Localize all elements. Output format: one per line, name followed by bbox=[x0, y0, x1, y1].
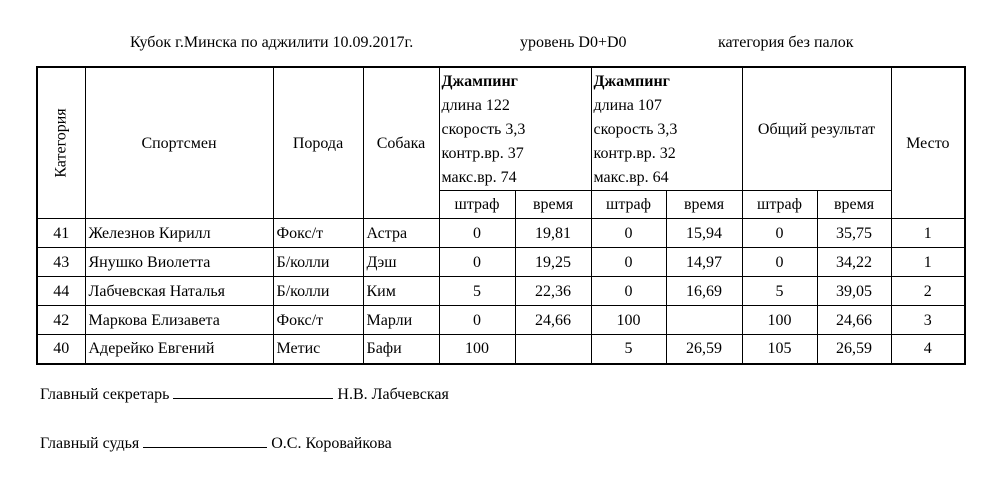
judge-signature-line bbox=[143, 447, 267, 448]
cat-cell: 43 bbox=[37, 248, 85, 277]
col-athlete-header: Спортсмен bbox=[85, 67, 273, 219]
place-cell: 2 bbox=[891, 277, 965, 306]
category-label: категория без палок bbox=[718, 34, 854, 51]
j1-time-cell: 22,36 bbox=[515, 277, 591, 306]
place-cell: 1 bbox=[891, 219, 965, 248]
competition-title: Кубок г.Минска по аджилити 10.09.2017г. bbox=[130, 34, 414, 51]
j2-penalty-cell: 0 bbox=[591, 248, 666, 277]
table-row bbox=[37, 219, 965, 248]
secretary-signature-line bbox=[173, 398, 333, 399]
dog-cell: Бафи bbox=[363, 335, 439, 364]
total-time-cell: 39,05 bbox=[817, 277, 891, 306]
j2-time-cell: 26,59 bbox=[666, 335, 742, 364]
place-cell: 4 bbox=[891, 335, 965, 364]
athlete-cell: Маркова Елизавета bbox=[85, 306, 273, 335]
jumping2-speed: скорость 3,3 bbox=[593, 121, 678, 138]
athlete-cell: Янушко Виолетта bbox=[85, 248, 273, 277]
secretary-name: Н.В. Лабчевская bbox=[337, 386, 449, 403]
total-penalty-cell: 100 bbox=[742, 306, 817, 335]
results-table bbox=[36, 66, 966, 365]
j1-penalty-cell: 5 bbox=[439, 277, 515, 306]
j1-time-cell: 19,25 bbox=[515, 248, 591, 277]
j2-penalty-cell: 0 bbox=[591, 277, 666, 306]
breed-cell: Метис bbox=[273, 335, 363, 364]
jumping2-max-time: макс.вр. 64 bbox=[593, 169, 669, 186]
total-time-cell: 34,22 bbox=[817, 248, 891, 277]
total-penalty-cell: 105 bbox=[742, 335, 817, 364]
place-cell: 1 bbox=[891, 248, 965, 277]
cat-cell: 40 bbox=[37, 335, 85, 364]
jumping1-control-time: контр.вр. 37 bbox=[441, 145, 524, 162]
j1-time-cell bbox=[515, 335, 591, 364]
col-category-header bbox=[37, 67, 85, 219]
jumping2-title: Джампинг bbox=[593, 73, 670, 90]
breed-cell: Фокс/т bbox=[273, 219, 363, 248]
j1-penalty-cell: 100 bbox=[439, 335, 515, 364]
j2-time-header: время bbox=[666, 191, 742, 219]
breed-cell: Фокс/т bbox=[273, 306, 363, 335]
col-category-label: Категория bbox=[52, 108, 70, 178]
athlete-cell: Лабчевская Наталья bbox=[85, 277, 273, 306]
dog-cell: Ким bbox=[363, 277, 439, 306]
j1-penalty-header: штраф bbox=[439, 191, 515, 219]
dog-cell: Дэш bbox=[363, 248, 439, 277]
jumping2-length: длина 107 bbox=[593, 97, 662, 114]
table-row bbox=[37, 248, 965, 277]
breed-cell: Б/колли bbox=[273, 248, 363, 277]
total-time-cell: 35,75 bbox=[817, 219, 891, 248]
j1-time-cell: 19,81 bbox=[515, 219, 591, 248]
j1-time-cell: 24,66 bbox=[515, 306, 591, 335]
j2-penalty-cell: 5 bbox=[591, 335, 666, 364]
col-breed-header: Порода bbox=[273, 67, 363, 219]
col-place-header: Место bbox=[891, 67, 965, 219]
total-time-header: время bbox=[817, 191, 891, 219]
table-row bbox=[37, 306, 965, 335]
j2-time-cell: 16,69 bbox=[666, 277, 742, 306]
jumping1-speed: скорость 3,3 bbox=[441, 121, 526, 138]
j1-time-header: время bbox=[515, 191, 591, 219]
j2-penalty-cell: 0 bbox=[591, 219, 666, 248]
dog-cell: Марли bbox=[363, 306, 439, 335]
total-time-cell: 24,66 bbox=[817, 306, 891, 335]
j2-penalty-header: штраф bbox=[591, 191, 666, 219]
secretary-label: Главный секретарь bbox=[40, 386, 170, 403]
breed-cell: Б/колли bbox=[273, 277, 363, 306]
place-cell: 3 bbox=[891, 306, 965, 335]
athlete-cell: Адерейко Евгений bbox=[85, 335, 273, 364]
jumping2-control-time: контр.вр. 32 bbox=[593, 145, 676, 162]
dog-cell: Астра bbox=[363, 219, 439, 248]
jumping1-title: Джампинг bbox=[441, 73, 518, 90]
judge-signature bbox=[40, 435, 392, 453]
athlete-cell: Железнов Кирилл bbox=[85, 219, 273, 248]
j1-penalty-cell: 0 bbox=[439, 306, 515, 335]
total-penalty-cell: 0 bbox=[742, 248, 817, 277]
jumping2-header bbox=[591, 67, 742, 191]
total-penalty-cell: 0 bbox=[742, 219, 817, 248]
col-total-header: Общий результат bbox=[742, 67, 891, 191]
col-dog-header: Собака bbox=[363, 67, 439, 219]
total-penalty-cell: 5 bbox=[742, 277, 817, 306]
judge-name: О.С. Коровайкова bbox=[271, 435, 392, 452]
j2-time-cell: 14,97 bbox=[666, 248, 742, 277]
cat-cell: 41 bbox=[37, 219, 85, 248]
judge-label: Главный судья bbox=[40, 435, 140, 452]
total-time-cell: 26,59 bbox=[817, 335, 891, 364]
jumping1-header bbox=[439, 67, 591, 191]
jumping1-length: длина 122 bbox=[441, 97, 510, 114]
total-penalty-header: штраф bbox=[742, 191, 817, 219]
header-row bbox=[37, 67, 965, 191]
cat-cell: 44 bbox=[37, 277, 85, 306]
j2-time-cell: 15,94 bbox=[666, 219, 742, 248]
table-row bbox=[37, 335, 965, 364]
j2-penalty-cell: 100 bbox=[591, 306, 666, 335]
j1-penalty-cell: 0 bbox=[439, 219, 515, 248]
jumping1-max-time: макс.вр. 74 bbox=[441, 169, 517, 186]
j1-penalty-cell: 0 bbox=[439, 248, 515, 277]
table-row bbox=[37, 277, 965, 306]
level-label: уровень D0+D0 bbox=[520, 34, 627, 51]
j2-time-cell bbox=[666, 306, 742, 335]
secretary-signature bbox=[40, 386, 449, 404]
cat-cell: 42 bbox=[37, 306, 85, 335]
